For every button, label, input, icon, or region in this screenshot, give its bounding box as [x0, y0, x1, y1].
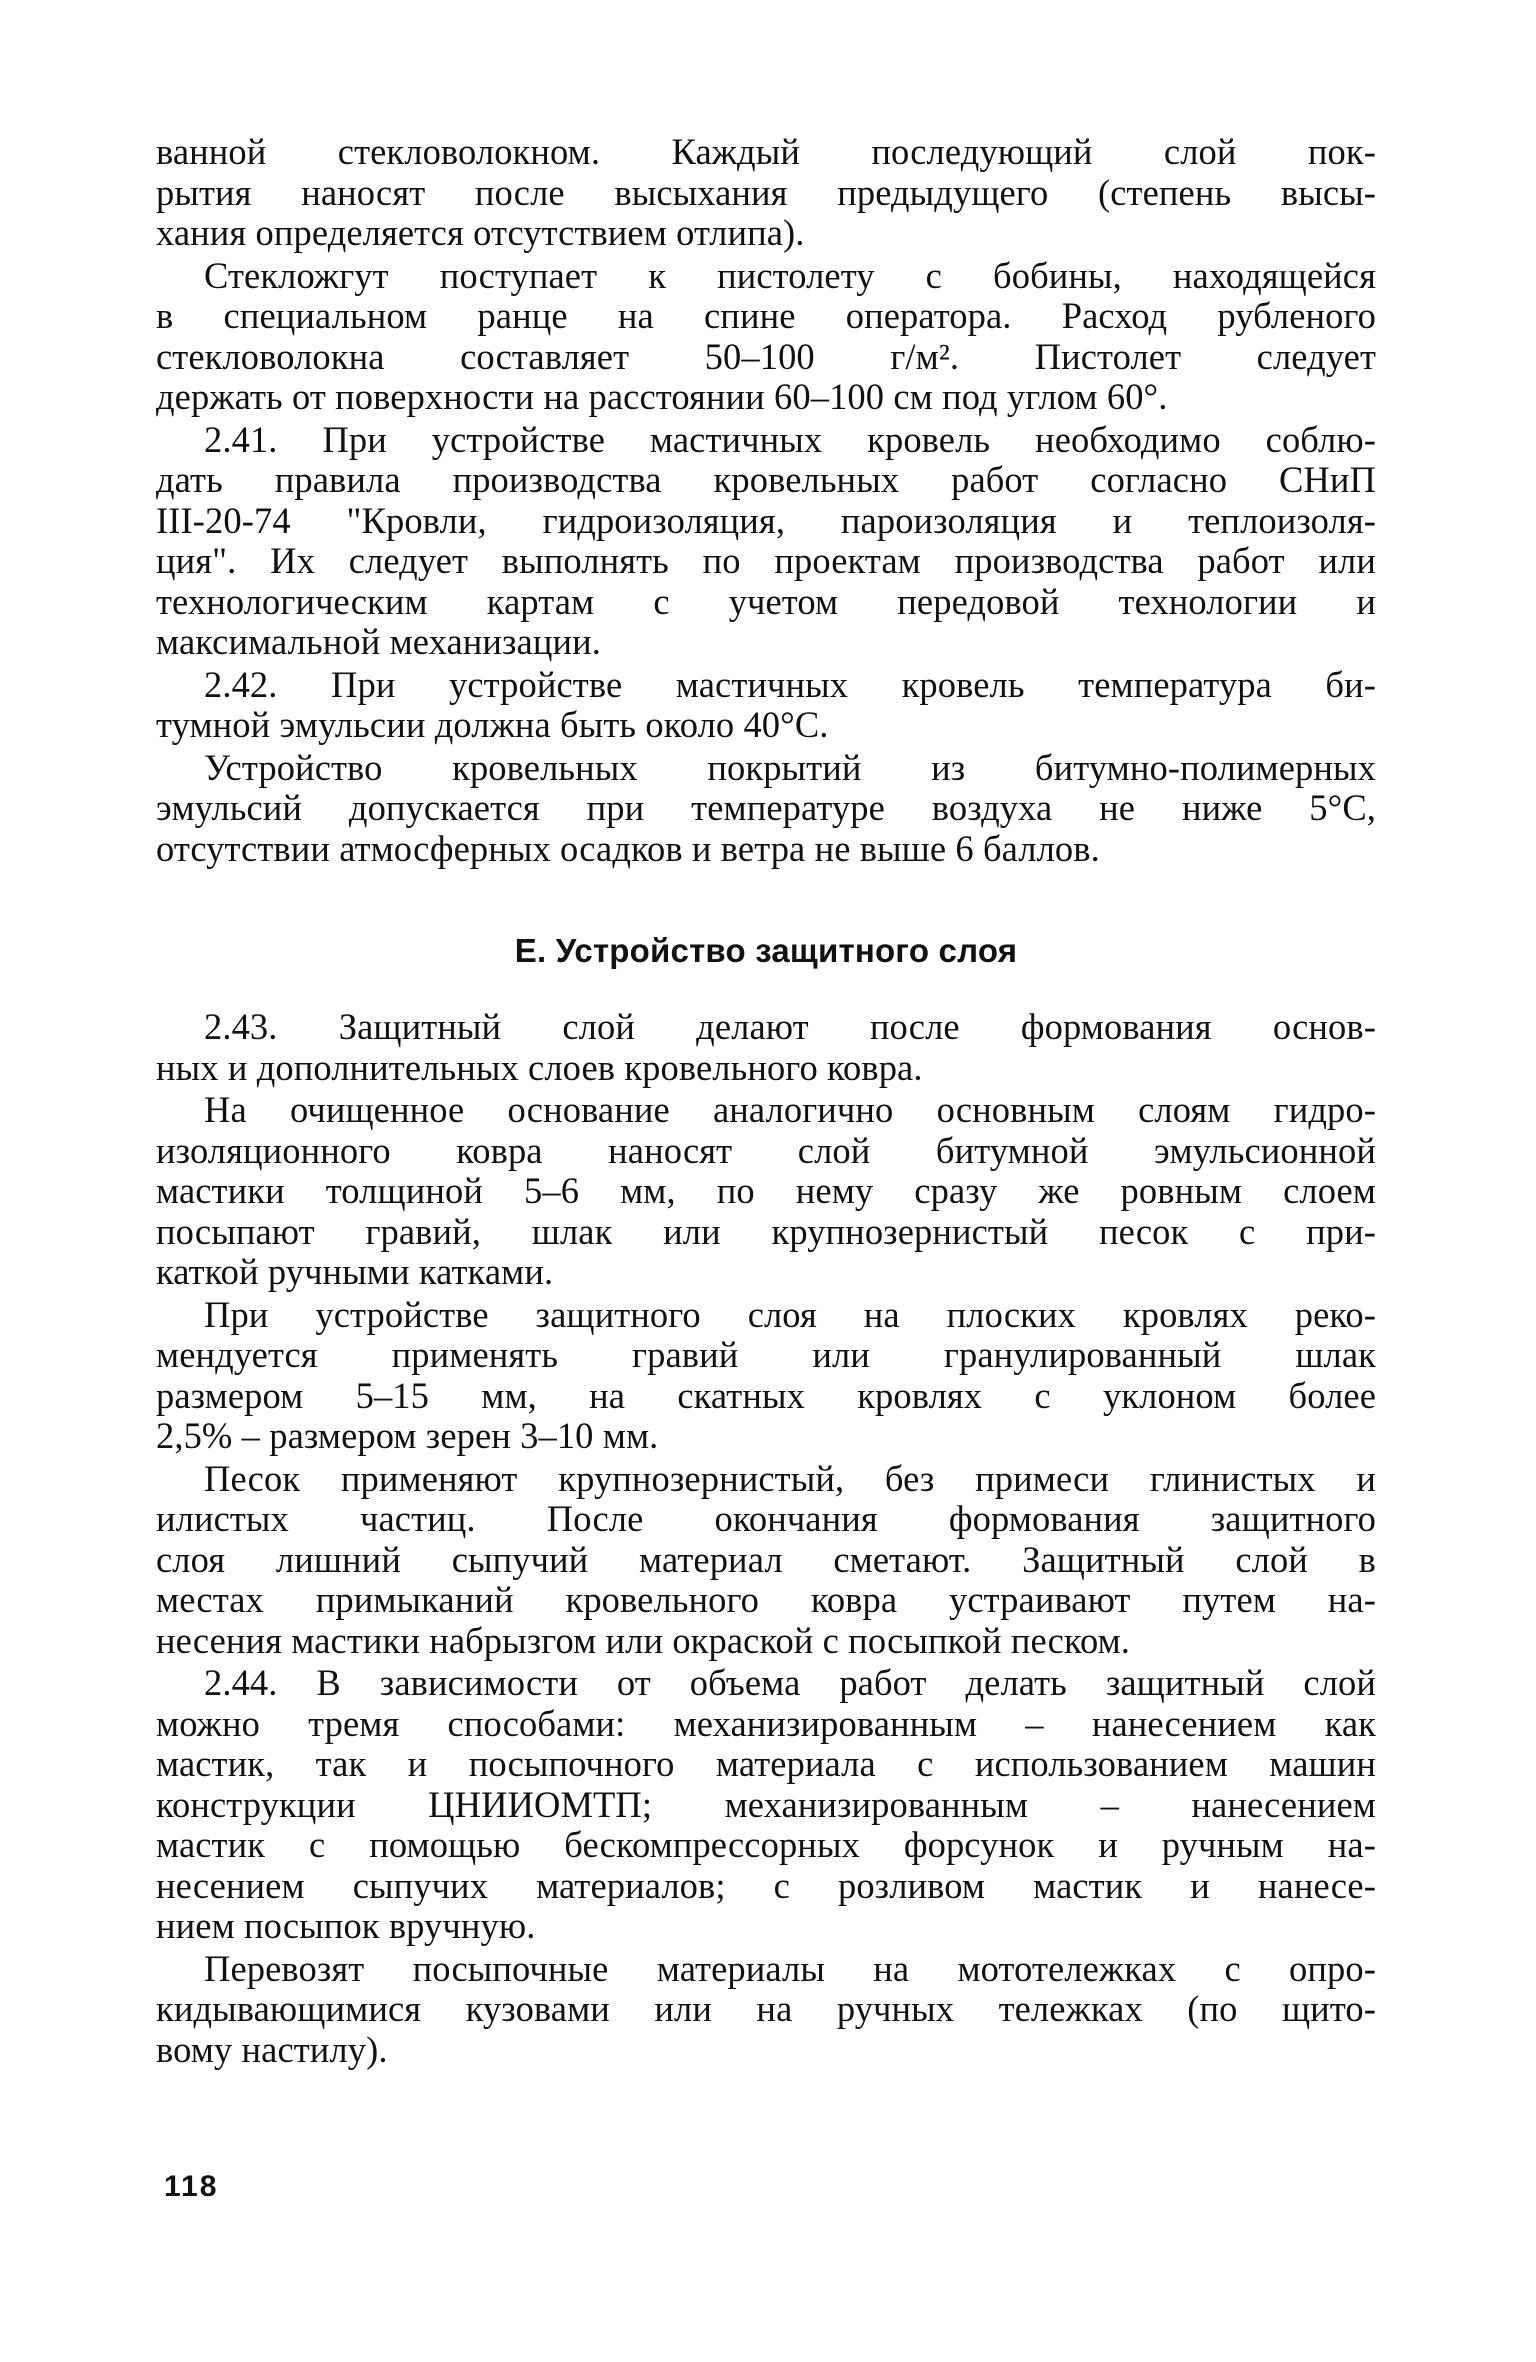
paragraph [156, 1459, 1376, 1662]
text-line: 2.44. В зависимости от объема работ делать защитный слой [204, 1662, 1376, 1703]
text-line: стекловолокна составляет 50–100 г/м². Пистолет следует [156, 335, 1376, 377]
text-line: Песок применяют крупнозернистый, без примеси глинистых и [204, 1457, 1376, 1499]
text-line: 2,5% – размером зерен 3–10 мм. [156, 1415, 659, 1456]
text-line: Устройство кровельных покрытий из битумно-полимерных [204, 746, 1376, 788]
text-line: каткой ручными катками. [156, 1251, 554, 1292]
paragraph [156, 1295, 1376, 1457]
text-line: отсутствии атмосферных осадков и ветра не выше 6 баллов. [156, 827, 1100, 869]
text-line: ных и дополнительных слоев кровельного ковра. [156, 1046, 923, 1088]
text-line: тумной эмульсии должна быть около 40°С. [156, 704, 829, 745]
text-line: местах примыканий кровельного ковра устраивают путем на- [156, 1579, 1376, 1620]
paragraph [156, 1949, 1376, 2071]
text-line: мастик, так и посыпочного материала с использованием машин [156, 1743, 1376, 1784]
paragraph [156, 1663, 1376, 1947]
text-line: слоя лишний сыпучий материал сметают. Защитный слой в [156, 1538, 1376, 1580]
text-line: рытия наносят после высыхания предыдущего (степень высы- [156, 171, 1376, 213]
paragraph [156, 132, 1376, 254]
text-line: Стекложгут поступает к пистолету с бобины, находящейся [204, 254, 1376, 296]
text-line: несения мастики набрызгом или окраской с посыпкой песком. [156, 1619, 1131, 1661]
text-line: несением сыпучих материалов; с розливом мастик и нанесе- [156, 1864, 1376, 1906]
text-line: технологическим картам с учетом передовой технологии и [156, 580, 1376, 622]
text-line: посыпают гравий, шлак или крупнозернистый песок с при- [156, 1210, 1376, 1252]
text-line: вому настилу). [156, 2028, 388, 2070]
text-line: нием посыпок вручную. [156, 1905, 536, 1946]
text-line: изоляционного ковра наносят слой битумной эмульсионной [156, 1129, 1376, 1171]
section-heading: Е. Устройство защитного слоя [514, 932, 1018, 969]
paragraph [156, 420, 1376, 663]
text-line: мастик с помощью бескомпрессорных форсунок и ручным на- [156, 1824, 1376, 1865]
text-line: максимальной механизации. [156, 621, 601, 662]
text-line: мастики толщиной 5–6 мм, по нему сразу же ровным слоем [156, 1170, 1376, 1211]
paragraph [156, 665, 1376, 746]
text-block-top [156, 132, 1376, 869]
paragraph [156, 1007, 1376, 1088]
text-line: 2.42. При устройстве мастичных кровель температура би- [204, 663, 1376, 705]
text-line: 2.41. При устройстве мастичных кровель необходимо соблю- [204, 418, 1376, 460]
text-line: хания определяется отсутствием отлипа). [156, 212, 805, 253]
text-line: ванной стекловолокном. Каждый последующий слой пок- [156, 131, 1376, 172]
text-line: кидывающимися кузовами или на ручных тележках (по щито- [156, 1988, 1376, 2029]
text-line: На очищенное основание аналогично основным слоям гидро- [204, 1089, 1376, 1130]
text-line: III-20-74 "Кровли, гидроизоляция, пароизоляция и теплоизоля- [156, 499, 1376, 541]
text-line: можно тремя способами: механизированным – нанесением как [156, 1702, 1376, 1744]
text-line: держать от поверхности на расстоянии 60–100 см под углом 60°. [156, 376, 1168, 417]
text-line: дать правила производства кровельных работ согласно СНиП [156, 459, 1376, 500]
text-line: Перевозят посыпочные материалы на мототележках с опро- [204, 1947, 1376, 1989]
text-line: в специальном ранце на спине оператора. Расход рубленого [156, 295, 1376, 336]
text-line: ция". Их следует выполнять по проектам производства работ или [156, 540, 1376, 581]
text-line: 2.43. Защитный слой делают после формования основ- [204, 1006, 1376, 1047]
text-block-bottom [156, 1007, 1376, 2070]
document-page [156, 132, 1376, 2072]
text-line: размером 5–15 мм, на скатных кровлях с уклоном более [156, 1374, 1376, 1416]
paragraph [156, 748, 1376, 870]
paragraph [156, 256, 1376, 418]
text-line: При устройстве защитного слоя на плоских кровлях реко- [204, 1293, 1376, 1335]
paragraph [156, 1090, 1376, 1293]
text-line: эмульсий допускается при температуре воздуха не ниже 5°С, [156, 787, 1376, 828]
text-line: конструкции ЦНИИОМТП; механизированным – нанесением [156, 1783, 1376, 1825]
page-number: 118 [164, 2170, 219, 2203]
text-line: мендуется применять гравий или гранулированный шлак [156, 1334, 1376, 1375]
text-line: илистых частиц. После окончания формования защитного [156, 1498, 1376, 1539]
